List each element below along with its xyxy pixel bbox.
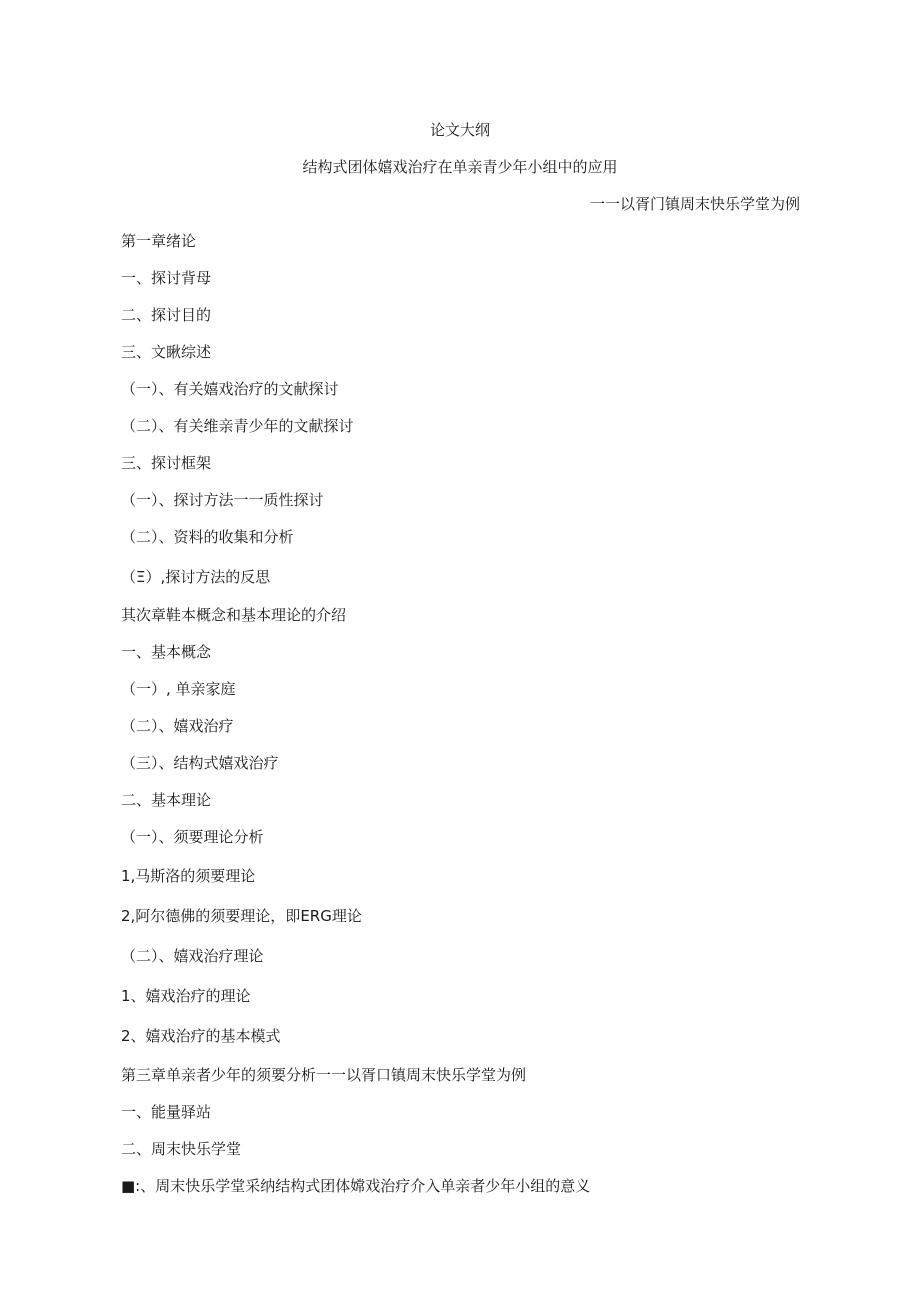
outline-line: 1,马斯洛的须要理论 (121, 867, 256, 885)
outline-line: 其次章鞋本概念和基本理论的介绍 (121, 606, 347, 624)
outline-line: 三、文瞅综述 (121, 343, 212, 361)
outline-line: （一）, 单亲家庭 (121, 680, 236, 698)
outline-line: 二、基本理论 (121, 791, 212, 809)
outline-line: 三、探讨框架 (121, 454, 212, 472)
outline-line: 一、基本概念 (121, 643, 212, 661)
outline-line: （三）、结构式嬉戏治疗 (121, 754, 279, 772)
outline-line: （Ξ）,探讨方法的反思 (121, 568, 271, 586)
outline-line: 二、探讨目的 (121, 306, 212, 324)
outline-line: （一）、有关嬉戏治疗的文献探讨 (121, 380, 339, 398)
outline-line: ■:、周末快乐学堂采纳结构式团体嫦戏治疗介入单亲者少年小组的意义 (121, 1177, 591, 1195)
document-subtitle: 一一以胥门镇周末快乐学堂为例 (589, 195, 800, 213)
outline-line: 一、能量驿站 (121, 1103, 212, 1121)
outline-line: （二）、资料的收集和分析 (121, 528, 294, 546)
outline-line: （一）、须要理论分析 (121, 828, 264, 846)
outline-line: 2、嬉戏治疗的基本模式 (121, 1027, 281, 1045)
outline-line: （二）、嬉戏治疗 (121, 717, 234, 735)
outline-line: 第一章绪论 (121, 232, 197, 250)
outline-line: 一、探讨背母 (121, 269, 212, 287)
outline-line: （二）、有关维亲青少年的文献探讨 (121, 417, 354, 435)
outline-line: 第三章单亲者少年的须要分析一一以胥口镇周末快乐学堂为例 (121, 1066, 527, 1084)
outline-line: 二、周末快乐学堂 (121, 1140, 242, 1158)
outline-line: 1、嬉戏治疗的理论 (121, 987, 251, 1005)
document-heading: 论文大纲 (429, 121, 490, 139)
outline-line: 2,阿尔德佛的须要理论，即ERG理论 (121, 907, 362, 925)
outline-line: （二）、嬉戏治疗理论 (121, 947, 264, 965)
document-title: 结构式团体嬉戏治疗在单亲青少年小组中的应用 (302, 158, 618, 176)
outline-line: （一）、探讨方法一一质性探讨 (121, 491, 324, 509)
